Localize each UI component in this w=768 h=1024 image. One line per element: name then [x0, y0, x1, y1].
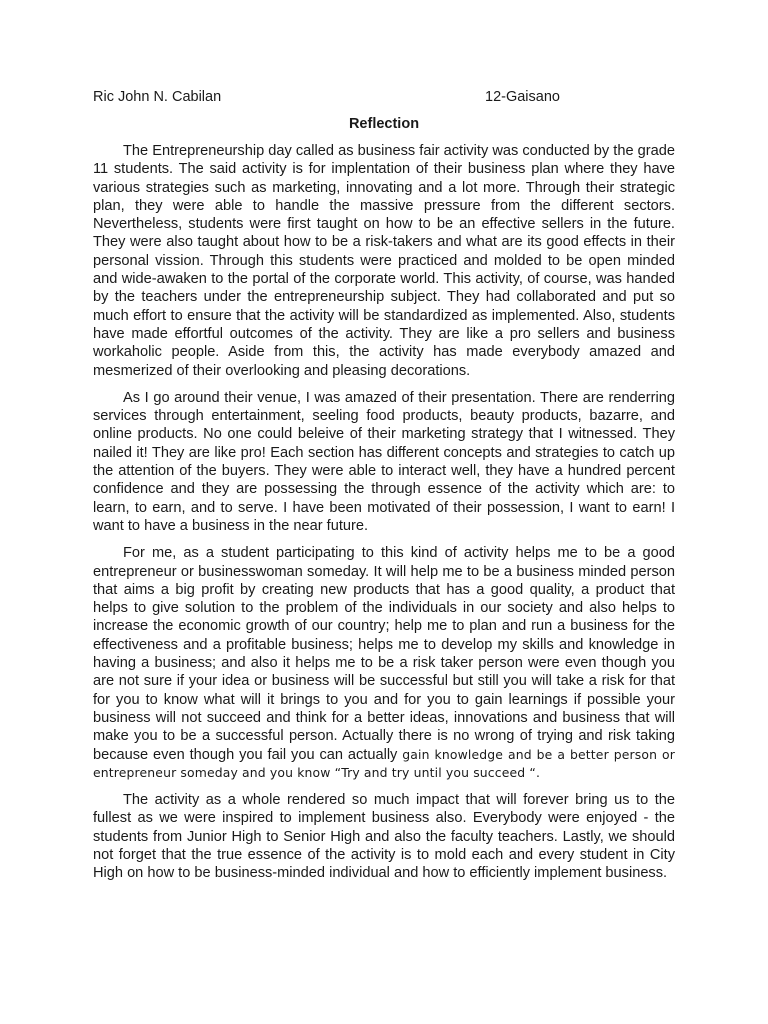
author-name: Ric John N. Cabilan [93, 89, 222, 105]
paragraph-3 [93, 544, 675, 782]
paragraph-4: The activity as a whole rendered so much impact that will forever bring us to the fullest as we were inspired to implement business also. Everybody were enjoyed - the students from Junior High to Senior High and also the faculty teachers. Lastly, we should not forget that the true essence of the activity is to mold each and every student in City High on how to be business-minded individual and how to efficiently implement business. [93, 792, 675, 882]
paragraph-3-tail: gain knowledge and be a better person or entrepreneur someday and you know “Try and try until you succeed “. [93, 746, 675, 780]
header-line [93, 88, 675, 106]
paragraph-1: The Entrepreneurship day called as business fair activity was conducted by the grade 11 students. The said activity is for implentation of their business plan where they have various strategies such as marketing, innovating and a lot more. Through their strategic plan, they were able to handle the massive pressure from the different sectors. Nevertheless, students were first taught on how to be an effective sellers in the future. They were also taught about how to be a risk-takers and what are its good effects in their personal vission. Through this students were practiced and molded to be open minded and wide-awaken to the portal of the corporate world. This activity, of course, was handed by the teachers under the entrepreneurship subject. They had collaborated and put so much effort to ensure that the activity will be standardized as implemented. Also, students have made effortful outcomes of the activity. They are like a pro sellers and business workaholic people. Aside from this, the activity has made everybody amazed and mesmerized of their overlooking and pleasing decorations. [93, 143, 675, 379]
paragraph-3-main: For me, as a student participating to this kind of activity helps me to be a good entrepreneur or businesswoman someday. It will help me to be a business minded person that aims a big profit by creating new products that has a good quality, a product that helps to give solution to the problem of the individuals in our society and also helps to increase the economic growth of our country; help me to plan and run a business for the effectiveness and a profitable business; helps me to develop my skills and knowledge in having a business; and also it helps me to be a risk taker person were even though you are not sure if your idea or business will be successful but still you will take a risk for that for you to know what will it brings to you and for you to gain learnings if possible your business will not succeed and think for a better ideas, innovations and business that will make you to be a successful person. Actually there is no wrong of trying and risk taking because even though you fail you can actually [93, 545, 675, 763]
paragraph-2: As I go around their venue, I was amazed of their presentation. There are renderring services through entertainment, seeling food products, beauty products, bazarre, and online products. No one could beleive of their marketing strategy that I witnessed. They nailed it! They are like pro! Each section has different concepts and strategies to catch up the attention of the buyers. They were able to interact well, they have a hundred percent confidence and they are possessing the through essence of the activity which are: to learn, to earn, and to serve. I have been motivated of their possession, I want to earn! I want to have a business in the near future. [93, 389, 675, 534]
section-name: 12-Gaisano [485, 89, 560, 105]
essay-body [93, 142, 675, 892]
page-title: Reflection [348, 116, 420, 132]
